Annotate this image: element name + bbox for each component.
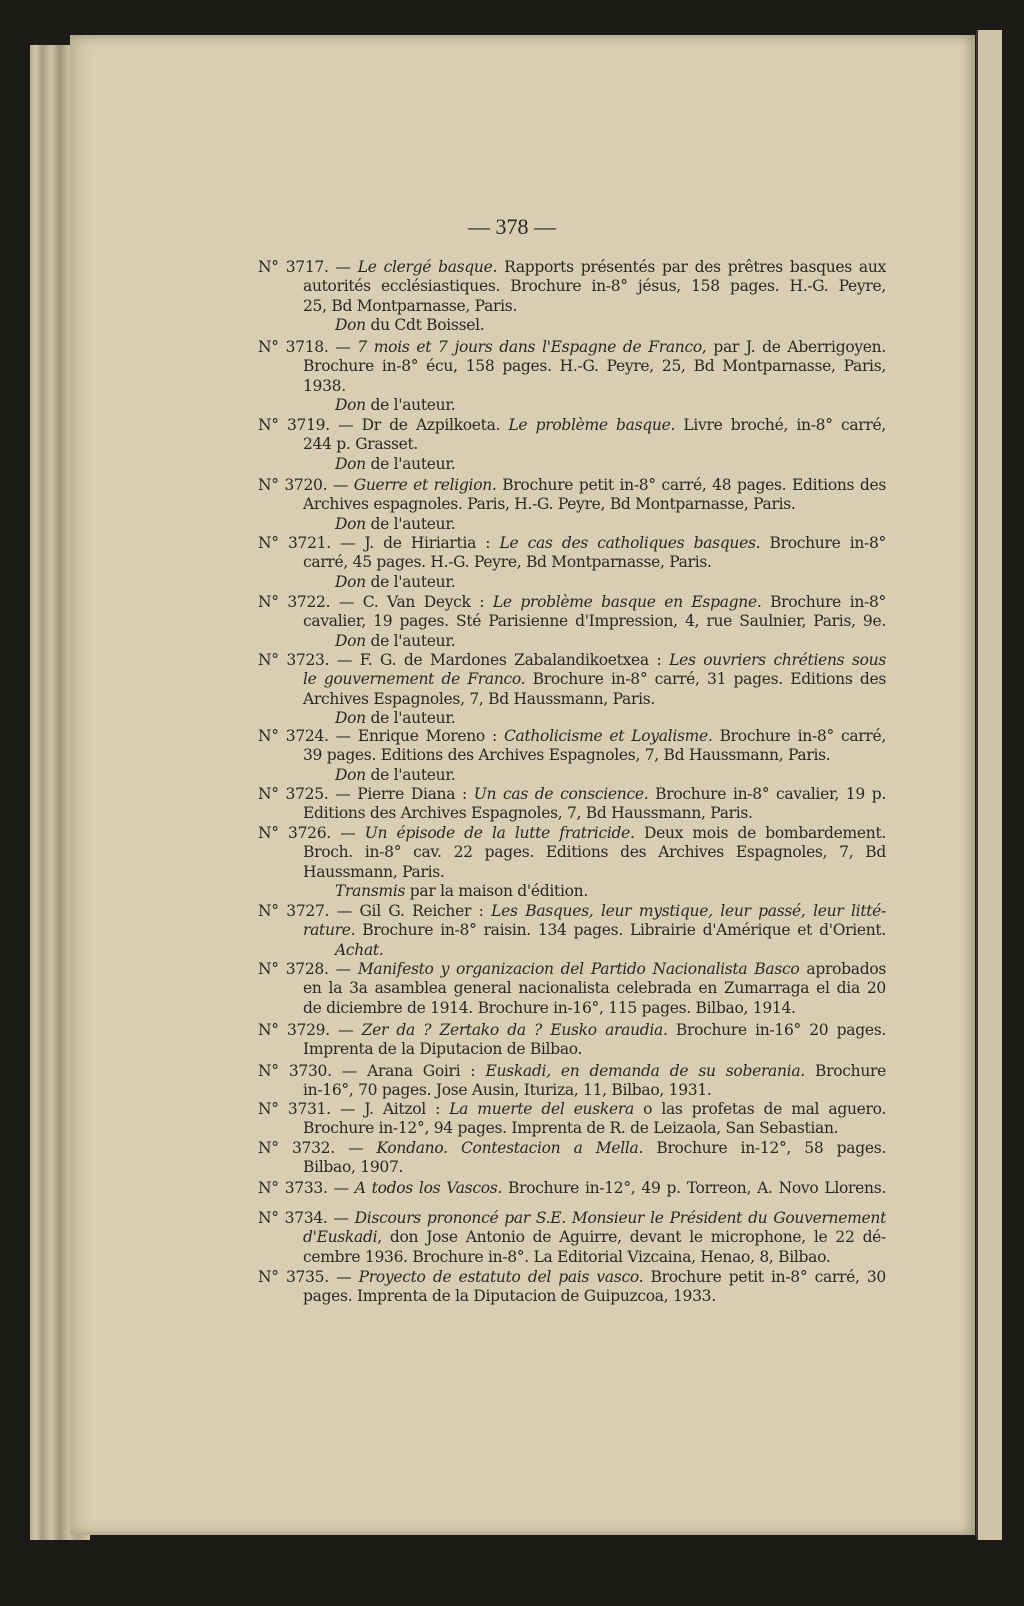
entry-line [303,863,886,882]
italic-title-text: Le cas des catholiques basques. [499,534,761,552]
entry-text: Livre broché, in-8° carré, [675,416,886,434]
italic-title-text: Zer da ? Zertako da ? Eusko araudia. [361,1021,668,1039]
catalogue-entry [258,258,886,336]
entry-line [258,1179,886,1198]
entry-line [303,377,886,396]
entry-text: cembre 1936. Brochure in-8°. La Editorial Vizcaina, Henao, 8, Bilbao. [303,1247,831,1266]
entry-line [303,1040,886,1059]
entry-line [258,338,886,357]
entry-text: Archives espagnoles. Paris, H.-G. Peyre, Bd Montparnasse, Paris. [303,495,796,514]
entry-text: N° 3725. — Pierre Diana : [258,785,474,803]
entry-line [258,258,886,277]
italic-title-text: Discours prononcé par S.E. Monsieur le Président du Gouvernement [354,1209,886,1227]
entry-text: N° 3734. — [258,1209,355,1227]
entry-text: Haussmann, Paris. [303,862,445,881]
italic-title-text: Don [335,765,366,784]
entry-line [258,1209,886,1228]
italic-title-text: La muerte del euskera [449,1100,634,1118]
entry-text: N° 3726. — [258,824,365,842]
entry-line [303,979,886,998]
entry-text: Brochure petit in-8° carré, 30 [643,1268,886,1286]
entry-text: N° 3719. — Dr de Azpilkoeta. [258,416,509,434]
entry-line [335,455,886,474]
entry-text: Brochure [804,1062,886,1080]
entry-text: aprobados [799,960,886,978]
entry-line [303,670,886,689]
entry-line [303,921,886,940]
italic-title-text: le gouvernement de Franco. [303,670,526,689]
italic-title-text: Achat. [335,940,384,959]
catalogue-entry [258,476,886,534]
entry-text: par la maison d'édition. [405,882,588,901]
entry-text: N° 3735. — [258,1268,359,1286]
entry-text: Brochure in-8° [761,593,886,611]
entry-line [303,690,886,709]
catalogue-entry [258,785,886,824]
entry-text: in-16°, 70 pages. Jose Ausin, Ituriza, 11, Bilbao, 1931. [303,1081,712,1100]
entry-text: N° 3727. — Gil G. Reicher : [258,902,492,920]
catalogue-entry [258,1179,886,1198]
entry-text: N° 3730. — Arana Goiri : [258,1062,486,1080]
entry-text: , par J. de Aberrigoyen. [701,338,886,356]
catalogue-entry [258,593,886,651]
catalogue-entry [258,727,886,785]
entry-line [335,396,886,415]
italic-title-text: Les Basques, leur mystique, leur passé, leur litté- [491,902,886,920]
entry-line [303,1228,886,1247]
entry-text: Brochure in-8° raisin. 134 pages. Librairie d'Amérique et d'Orient. [355,921,886,940]
entry-line [335,941,886,960]
entry-line [335,632,886,651]
entry-line [303,1248,886,1267]
entry-line [303,1081,886,1100]
entry-line [258,416,886,435]
italic-title-text: Don [335,514,366,533]
entry-text: Brochure in-8° carré, 31 pages. Editions des [525,670,886,689]
italic-title-text: Don [335,316,366,335]
entry-line [258,727,886,746]
entry-text: de l'auteur. [365,396,456,415]
italic-title-text: rature. [303,921,356,940]
italic-title-text: Proyecto de estatuto del pais vasco. [358,1268,644,1286]
entry-text: pages. Imprenta de la Diputacion de Guipuzcoa, 1933. [303,1287,716,1306]
entry-text: N° 3729. — [258,1021,362,1039]
catalogue-entry [258,1021,886,1060]
italic-title-text: Catholicisme et Loyalisme. [503,727,713,745]
catalogue-entry [258,1100,886,1139]
entry-line [303,1287,886,1306]
italic-title-text: 7 mois et 7 jours dans l'Espagne de Franco [357,338,702,356]
entry-text: o las profetas de mal aguero. [633,1100,886,1118]
entry-line [258,476,886,495]
italic-title-text: Don [335,572,366,591]
entry-line [258,1268,886,1287]
entry-line [335,515,886,534]
entry-line [303,297,886,316]
catalogue-entry [258,416,886,474]
entry-text: N° 3717. — [258,258,358,276]
italic-title-text: Manifesto y organizacion del Partido Nacionalista Basco [357,960,800,978]
catalogue-entry [258,902,886,960]
italic-title-text: Le problème basque. [508,416,676,434]
entry-text: Imprenta de la Diputacion de Bilbao. [303,1040,583,1059]
entry-text: N° 3722. — C. Van Deyck : [258,593,493,611]
entry-text: Brochure in-8° [760,534,886,552]
italic-title-text: Transmis [335,882,406,901]
entry-text: N° 3724. — Enrique Moreno : [258,727,504,745]
entry-text: autorités ecclésiastiques. Brochure in-8° jésus, 158 pages. H.-G. Peyre, [303,277,886,296]
entry-text: Broch. in-8° cav. 22 pages. Editions des Archives Espagnoles, 7, Bd [303,843,886,862]
entry-text: Archives Espagnoles, 7, Bd Haussmann, Paris. [303,689,656,708]
entry-text: 244 p. Grasset. [303,435,419,454]
entry-line [258,824,886,843]
entry-text: en la 3a asamblea general nacionalista celebrada en Zumarraga el dia 20 [303,979,886,998]
entry-line [258,1139,886,1158]
entry-line [335,882,886,901]
entry-text: 25, Bd Montparnasse, Paris. [303,296,518,315]
entry-line [258,651,886,670]
italic-title-text: Don [335,631,366,650]
entry-line [258,534,886,553]
italic-title-text: Don [335,454,366,473]
italic-title-text: A todos los Vascos. [354,1179,503,1197]
entry-text: de l'auteur. [365,765,456,784]
entry-text: de l'auteur. [365,572,456,591]
entry-line [303,277,886,296]
italic-title-text: Kondano. Contestacion a Mella. [376,1139,644,1157]
entry-text: , don Jose Antonio de Aguirre, devant le microphone, le 22 dé- [377,1228,886,1247]
entry-text: 1938. [303,376,346,395]
entry-line [335,573,886,592]
entry-text: de l'auteur. [365,709,456,728]
italic-title-text: Guerre et religion. [353,476,497,494]
entry-line [335,766,886,785]
page-number: — 378 — [468,214,556,239]
entry-text: 39 pages. Editions des Archives Espagnoles, 7, Bd Haussmann, Paris. [303,746,831,765]
entry-text: Brochure in-12°, 58 pages. [643,1139,886,1157]
entry-text: N° 3733. — [258,1179,355,1197]
entry-line [258,785,886,804]
italic-title-text: Les ouvriers chrétiens sous [669,651,886,669]
entry-text: N° 3721. — J. de Hiriartia : [258,534,500,552]
entry-text: de diciembre de 1914. Brochure in-16°, 115 pages. Bilbao, 1914. [303,998,796,1017]
catalogue-entry [258,1268,886,1307]
italic-title-text: Don [335,709,366,728]
entry-text: carré, 45 pages. H.-G. Peyre, Bd Montparnasse, Paris. [303,553,712,572]
entry-line [335,316,886,335]
entry-text: N° 3720. — [258,476,354,494]
italic-title-text: Le problème basque en Espagne. [492,593,762,611]
entry-text: Bilbao, 1907. [303,1158,404,1177]
entry-line [258,1062,886,1081]
entry-line [258,902,886,921]
italic-title-text: Un cas de conscience. [473,785,649,803]
entry-text: Brochure in-12°, 49 p. Torreon, A. Novo Llorens. [502,1179,886,1197]
entry-text: Brochure in-12°, 94 pages. Imprenta de R. de Leizaola, San Sebastian. [303,1119,839,1138]
facing-page-edge [976,30,1002,1540]
entry-line [303,357,886,376]
entry-text: du Cdt Boissel. [365,316,485,335]
entry-text: N° 3718. — [258,338,358,356]
entry-text: Deux mois de bombardement. [634,824,886,842]
entry-line [303,1119,886,1138]
italic-title-text: Un épisode de la lutte fratricide. [364,824,635,842]
catalogue-entry [258,1139,886,1178]
entry-text: Brochure in-8° écu, 158 pages. H.-G. Peyre, 25, Bd Montparnasse, Paris, [303,357,886,376]
catalogue-entry [258,338,886,416]
entry-line [303,746,886,765]
entry-line [258,1021,886,1040]
entry-text: de l'auteur. [365,631,456,650]
entry-text: de l'auteur. [365,454,456,473]
entry-text: N° 3731. — J. Aitzol : [258,1100,450,1118]
entry-text: de l'auteur. [365,514,456,533]
entry-text: Brochure in-8° carré, [712,727,886,745]
italic-title-text: d'Euskadi [303,1228,378,1247]
entry-line [258,1100,886,1119]
catalogue-entry [258,1062,886,1101]
entry-line [303,843,886,862]
entry-line [303,435,886,454]
catalogue-entry [258,1209,886,1267]
entry-text: Rapports présentés par des prêtres basques aux [497,258,886,276]
entry-line [303,495,886,514]
entry-text: N° 3732. — [258,1139,377,1157]
entry-text: Brochure in-8° cavalier, 19 p. [648,785,886,803]
catalogue-entry [258,824,886,902]
entry-text: Editions des Archives Espagnoles, 7, Bd Haussmann, Paris. [303,804,753,823]
entry-text: N° 3728. — [258,960,358,978]
italic-title-text: Don [335,396,366,415]
entry-line [303,1158,886,1177]
entry-text: N° 3723. — F. G. de Mardones Zabalandikoetxea : [258,651,670,669]
entry-line [335,709,886,728]
italic-title-text: Euskadi, en demanda de su soberania. [485,1062,805,1080]
entry-text: cavalier, 19 pages. Sté Parisienne d'Impression, 4, rue Saulnier, Paris, 9e. [303,612,886,631]
entry-line [258,960,886,979]
catalogue-entry [258,960,886,1018]
entry-text: Brochure petit in-8° carré, 48 pages. Editions des [496,476,886,494]
entry-line [303,612,886,631]
entry-line [303,999,886,1018]
entry-text: Brochure in-16° 20 pages. [667,1021,886,1039]
entry-line [303,804,886,823]
catalogue-entry [258,651,886,729]
italic-title-text: Le clergé basque. [357,258,498,276]
entry-line [303,553,886,572]
entry-line [258,593,886,612]
catalogue-entry [258,534,886,592]
